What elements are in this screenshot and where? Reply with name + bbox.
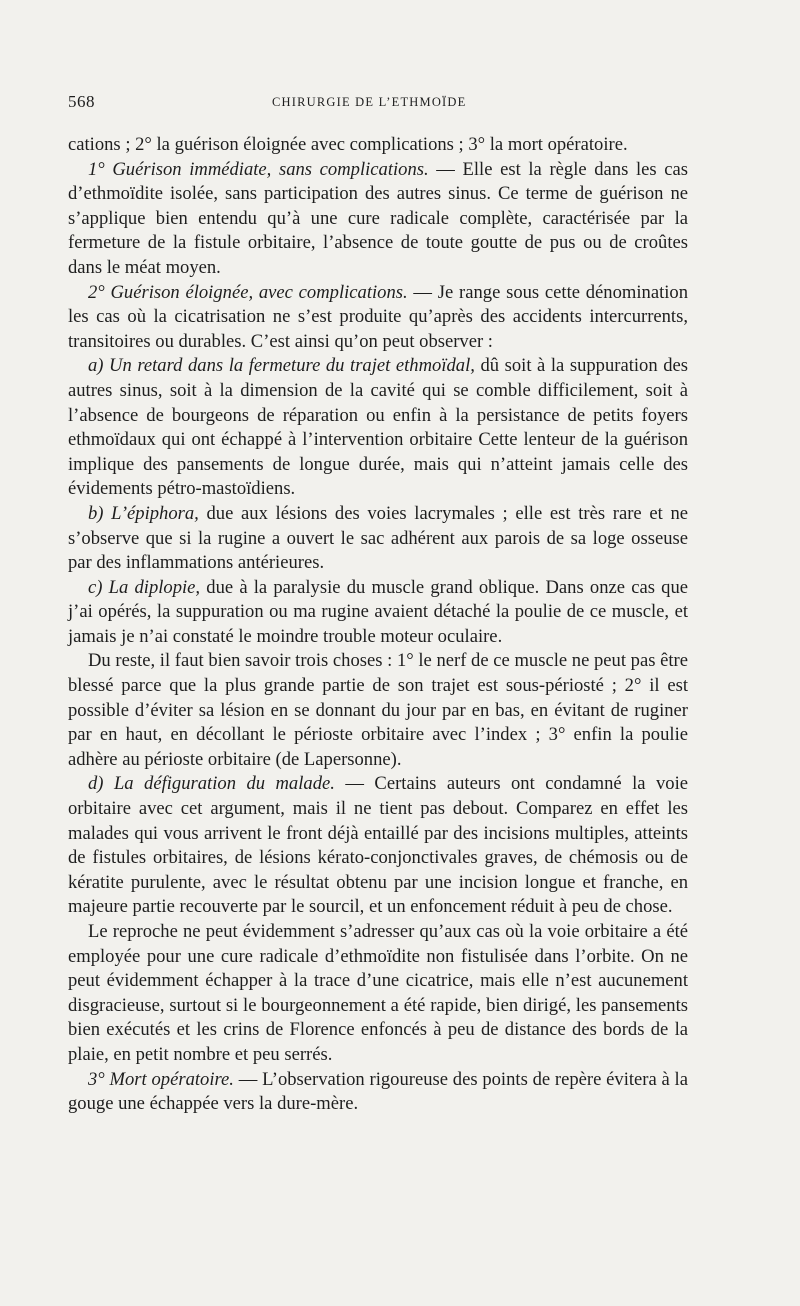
paragraph-item-d	[68, 772, 688, 920]
paragraph-text: — Je range sous cette dénomination les cas où la cicatrisation ne s’est produite qu’après des accidents intercurrents, transitoires ou durables. C’est ainsi qu’on peut observer :	[68, 281, 689, 352]
paragraph-text: — Elle est la règle dans les cas d’ethmoïdite isolée, sans participation des autres sinus. Ce terme de guérison ne s’applique bien entendu qu’à une cure radicale complète, caractérisée par la fermeture de la fistule orbitaire, l’absence de toute goutte de pus ou de croûtes dans le méat moyen.	[68, 158, 689, 278]
paragraph-item-c	[68, 576, 688, 650]
paragraph-text: due à la paralysie du muscle grand oblique. Dans onze cas que j’ai opérés, la suppuration ou ma rugine avaient détaché la poulie de ce muscle, et jamais je n’ai constaté le moindre trouble moteur oculaire.	[68, 576, 688, 647]
paragraph-continuation	[68, 133, 688, 158]
paragraph-lead: 3° Mort opératoire.	[88, 1068, 234, 1090]
paragraph-lead: 1° Guérison immédiate, sans complications.	[88, 158, 429, 180]
paragraph-immediate-healing	[68, 158, 688, 281]
paragraph-item-b	[68, 502, 688, 576]
page-header	[68, 92, 688, 112]
paragraph-lead: d) La défiguration du malade.	[88, 773, 335, 795]
paragraph-three-things	[68, 649, 688, 772]
paragraph-delayed-healing	[68, 281, 688, 355]
paragraph-item-a	[68, 354, 688, 502]
paragraph-text: — L’observation rigoureuse des points de repère évitera à la gouge une échappée vers la dure-mère.	[68, 1068, 688, 1115]
paragraph-text: dû soit à la suppuration des autres sinus, soit à la dimension de la cavité qui se comble difficilement, soit à l’absence de bourgeons de réparation ou enfin à la persistance de petits foyers ethmoïdaux qui ont échappé à l’intervention orbitaire Cette lenteur de la guérison implique des pansements de longue durée, mais qui n’atteint jamais celle des évidements pétro-mastoïdiens.	[68, 355, 688, 500]
running-title: CHIRURGIE DE L’ETHMOÏDE	[272, 95, 467, 109]
paragraph-text: Le reproche ne peut évidemment s’adresser qu’aux cas où la voie orbitaire a été employée pour une cure radicale d’ethmoïdite non fistulisée dans l’orbite. On ne peut évidemment échapper à la trace d’une cicatrice, mais elle n’est aucunement disgracieuse, surtout si le bourgeonnement a été rapide, bien dirigé, les pansements bien exécutés et les crins de Florence enfoncés à peu de distance des bords de la plaie, en petit nombre et peu serrés.	[68, 921, 688, 1065]
page-number: 568	[68, 92, 95, 111]
paragraph-lead: 2° Guérison éloignée, avec complications.	[88, 281, 408, 303]
paragraph-lead: c) La diplopie,	[88, 576, 201, 598]
paragraph-text: — Certains auteurs ont condamné la voie orbitaire avec cet argument, mais il ne tient pas debout. Comparez en effet les malades qui vous arrivent le front déjà entaillé par des incisions multiples, atteints de fistules orbitaires, de lésions kérato-conjonctivales graves, de chémosis ou de kératite purulente, avec le résultat obtenu par une incision longue et franche, en majeure partie recouverte par le sourcil, et un enfoncement réduit à peu de chose.	[68, 773, 689, 918]
body-text	[68, 133, 688, 1117]
paragraph-operative-death	[68, 1068, 688, 1117]
paragraph-text: due aux lésions des voies lacrymales ; elle est très rare et ne s’observe que si la rugine a ouvert le sac adhérent aux parois de sa loge osseuse par des inflammations antérieures.	[68, 502, 688, 574]
paragraph-text: Du reste, il faut bien savoir trois choses : 1° le nerf de ce muscle ne peut pas être blessé parce que la plus grande partie de son trajet est sous-périosté ; 2° il est possible d’éviter sa lésion en se donnant du jour par en bas, en évitant de ruginer par en haut, en décollant le périoste orbitaire avec l’index ; 3° enfin la poulie adhère au périoste orbitaire (de Lapersonne).	[68, 650, 688, 770]
paragraph-lead: b) L’épiphora,	[88, 502, 199, 524]
paragraph-lead: a) Un retard dans la fermeture du trajet ethmoïdal,	[88, 355, 475, 377]
paragraph-reproach	[68, 920, 688, 1068]
paragraph-text: cations ; 2° la guérison éloignée avec complications ; 3° la mort opératoire.	[68, 134, 628, 155]
